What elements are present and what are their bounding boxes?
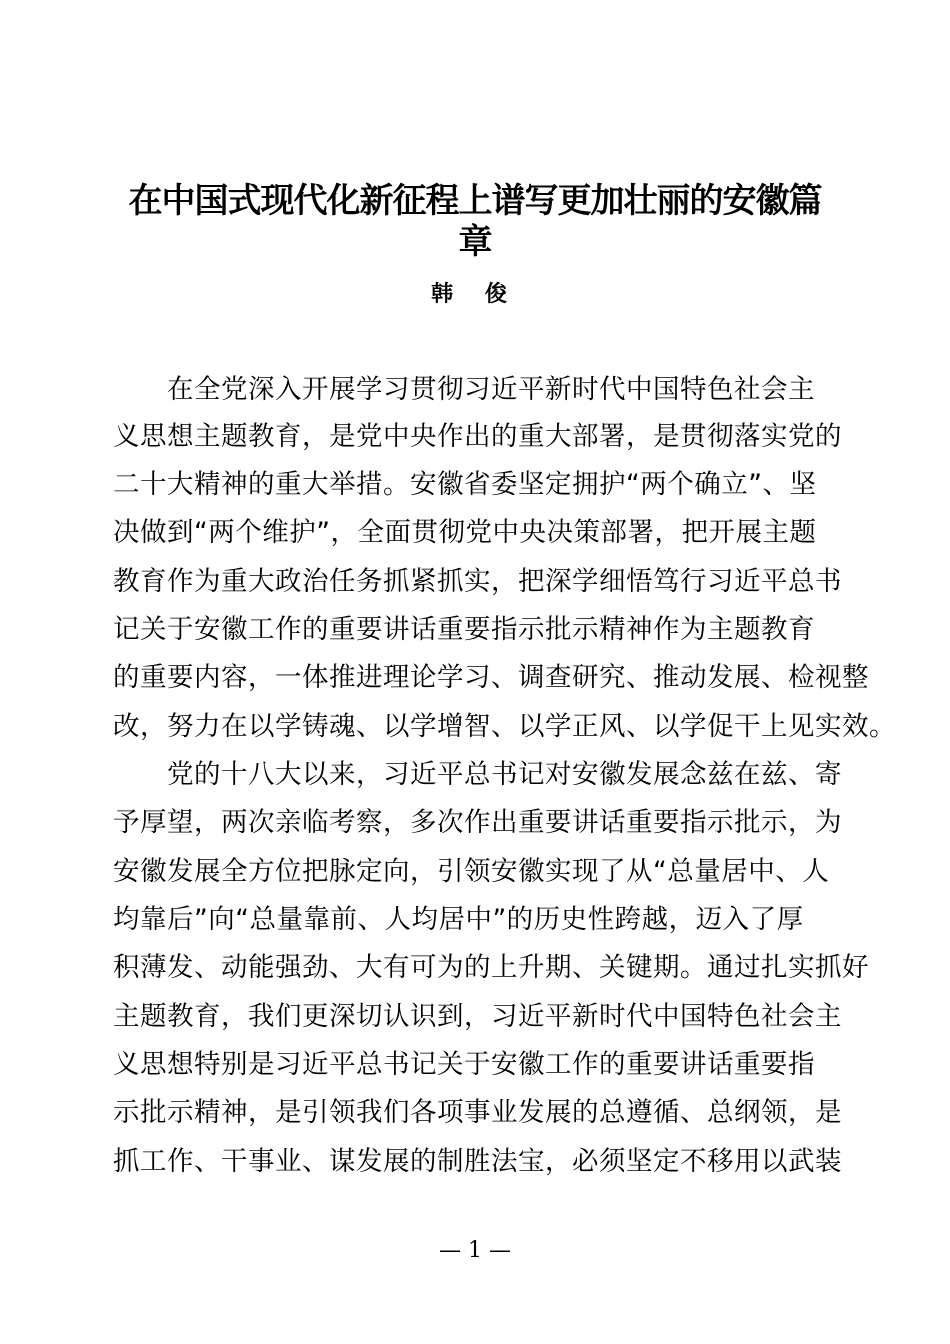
paragraph-line: 予厚望，两次亲临考察，多次作出重要讲话重要指示批示，为 xyxy=(113,807,842,838)
paragraph-line: 安徽发展全方位把脉定向，引领安徽实现了从“总量居中、人 xyxy=(113,856,830,887)
paragraph-line: 二十大精神的重大举措。安徽省委坚定拥护“两个确立”、坚 xyxy=(113,469,817,500)
paragraph-line: 在全党深入开展学习贯彻习近平新时代中国特色社会主 xyxy=(113,374,815,405)
document-author: 韩 俊 xyxy=(431,282,519,307)
paragraph-line: 改，努力在以学铸魂、以学增智、以学正风、以学促干上见实效。 xyxy=(113,711,896,742)
paragraph-line: 主题教育，我们更深切认识到，习近平新时代中国特色社会主 xyxy=(113,1001,842,1032)
paragraph-line: 决做到“两个维护”，全面贯彻党中央决策部署，把开展主题 xyxy=(113,517,817,548)
paragraph-line: 义思想特别是习近平总书记关于安徽工作的重要讲话重要指 xyxy=(113,1049,815,1080)
paragraph-line: 记关于安徽工作的重要讲话重要指示批示精神作为主题教育 xyxy=(113,614,815,645)
paragraph-line: 抓工作、干事业、谋发展的制胜法宝，必须坚定不移用以武装 xyxy=(113,1146,842,1177)
document-title-line-1: 在中国式现代化新征程上谱写更加壮丽的安徽篇 xyxy=(128,181,822,221)
paragraph-line: 示批示精神，是引领我们各项事业发展的总遵循、总纲领，是 xyxy=(113,1097,842,1128)
paragraph-line: 均靠后”向“总量靠前、人均居中”的历史性跨越，迈入了厚 xyxy=(113,904,804,935)
paragraph-line: 的重要内容，一体推进理论学习、调查研究、推动发展、检视整 xyxy=(113,662,869,693)
paragraph-line: 党的十八大以来，习近平总书记对安徽发展念兹在兹、寄 xyxy=(113,759,842,790)
paragraph-line: 教育作为重大政治任务抓紧抓实，把深学细悟笃行习近平总书 xyxy=(113,566,842,597)
paragraph-line: 积薄发、动能强劲、大有可为的上升期、关键期。通过扎实抓好 xyxy=(113,952,869,983)
document-title-line-2: 章 xyxy=(458,222,492,262)
paragraph-line: 义思想主题教育，是党中央作出的重大部署，是贯彻落实党的 xyxy=(113,421,842,452)
page-number: — 1 — xyxy=(439,1238,511,1263)
